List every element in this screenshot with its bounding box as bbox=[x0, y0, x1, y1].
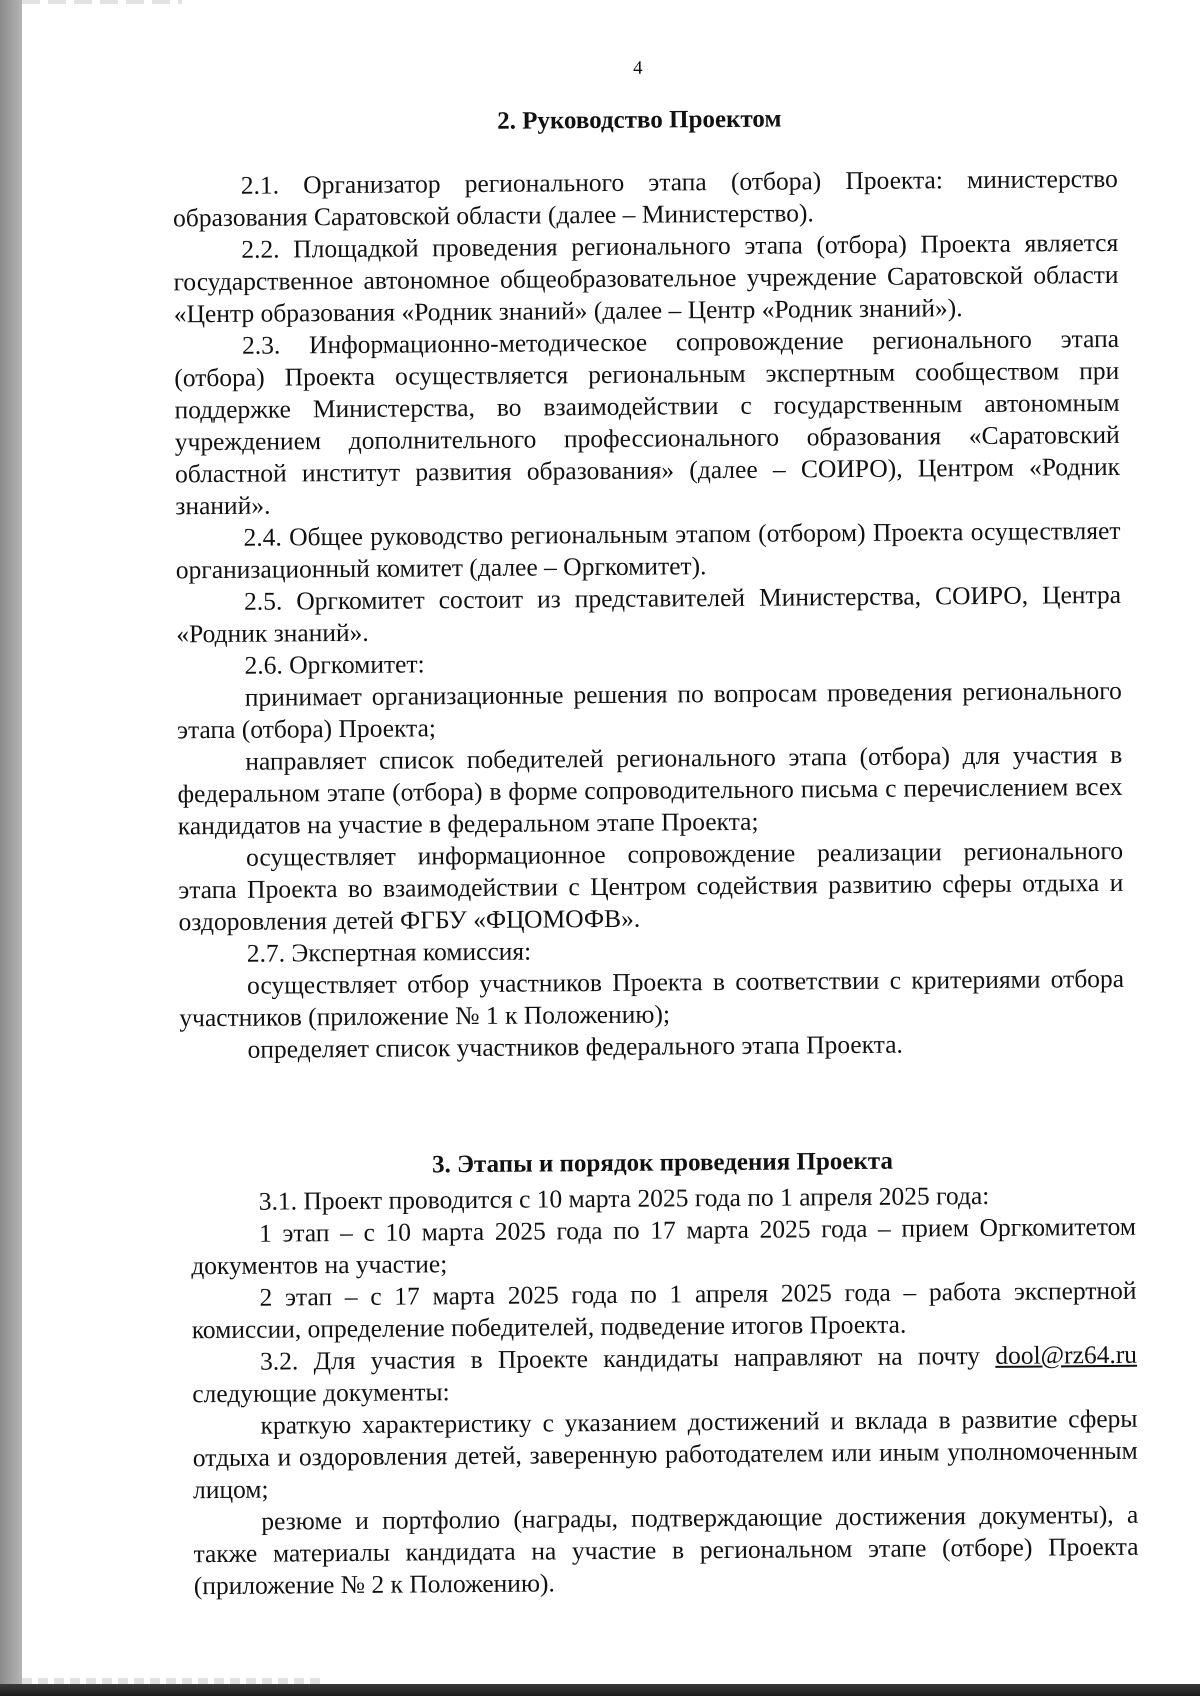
section-3-body bbox=[191, 1179, 1139, 1602]
list-item-orgcommittee-decisions: принимает организационные решения по вопросам проведения регионального этапа (отбора) Проекта; bbox=[176, 675, 1122, 745]
list-item-orgcommittee-winners: направляет список победителей регионального этапа (отбора) для участия в федеральном этапе (отбора) в форме сопроводительного письма с перечислением всех кандидатов на участие в федеральном этапе Проекта; bbox=[177, 739, 1123, 841]
paragraph-2-4: 2.4. Общее руководство региональным этапом (отбором) Проекта осуществляет организационный комитет (далее – Оргкомитет). bbox=[175, 515, 1121, 585]
paragraph-2-5: 2.5. Оргкомитет состоит из представителей Министерства, СОИРО, Центра «Родник знаний». bbox=[176, 579, 1122, 649]
paragraph-2-7: 2.7. Экспертная комиссия: bbox=[246, 936, 532, 968]
list-item-orgcommittee-info: осуществляет информационное сопровождение реализации регионального этапа Проекта во взаимодействии с Центром содействия развитию сферы отдыха и оздоровления детей ФГБУ «ФЦОМОФВ». bbox=[178, 835, 1124, 937]
paragraph-3-1: 3.1. Проект проводится с 10 марта 2025 года по 1 апреля 2025 года: bbox=[258, 1180, 990, 1216]
list-item-commission-list: определяет список участников федерального этапа Проекта. bbox=[247, 1029, 903, 1064]
list-item-stage-1: 1 этап – с 10 марта 2025 года по 17 марта 2025 года – прием Оргкомитетом документов на участие; bbox=[191, 1211, 1137, 1281]
paragraph-3-2-tail: следующие документы: bbox=[192, 1377, 450, 1409]
section-2-body bbox=[173, 163, 1125, 1066]
paragraph-2-1: 2.1. Организатор регионального этапа (отбора) Проекта: министерство образования Саратовской области (далее – Министерство). bbox=[172, 163, 1118, 233]
list-item-stage-2: 2 этап – с 17 марта 2025 года по 1 апреля 2025 года – работа экспертной комиссии, определение победителей, подведение итогов Проекта. bbox=[191, 1275, 1137, 1345]
section-2-heading: 2. Руководство Проектом bbox=[497, 105, 782, 135]
email-link[interactable]: dool@rz64.ru bbox=[995, 1339, 1138, 1370]
paragraph-3-2-text: 3.2. Для участия в Проекте кандидаты направляют на почту bbox=[259, 1340, 996, 1376]
list-item-characteristic: краткую характеристику с указанием достижений и вклада в развитие сферы отдыха и оздоровления детей, заверенную работодателем или иным уполномоченным лицом; bbox=[192, 1403, 1138, 1505]
paragraph-2-3: 2.3. Информационно-методическое сопровождение регионального этапа (отбора) Проекта осуществляется региональным экспертным сообществом при поддержке Министерства, во взаимодействии с государственным автономным учреждением дополнительного профессионального образования «Саратовский областной институт развития образования» (далее – СОИРО), Центром «Родник знаний». bbox=[174, 323, 1121, 521]
paragraph-3-2 bbox=[192, 1339, 1137, 1410]
list-item-commission-selection: осуществляет отбор участников Проекта в соответствии с критериями отбора участников (приложение № 1 к Положению); bbox=[179, 963, 1125, 1033]
paragraph-2-2: 2.2. Площадкой проведения регионального этапа (отбора) Проекта является государственное автономное общеобразовательное учреждение Саратовской области «Центр образования «Родник знаний» (далее – Центр «Родник знаний»). bbox=[173, 227, 1119, 329]
paragraph-2-6: 2.6. Оргкомитет: bbox=[244, 649, 425, 680]
page-number: 4 bbox=[633, 57, 643, 79]
list-item-resume: резюме и портфолио (награды, подтверждающие достижения документы), а также материалы кандидата на участие в региональном этапе (отборе) Проекта (приложение № 2 к Положению). bbox=[193, 1499, 1139, 1601]
section-3-heading: 3. Этапы и порядок проведения Проекта bbox=[431, 1147, 894, 1179]
